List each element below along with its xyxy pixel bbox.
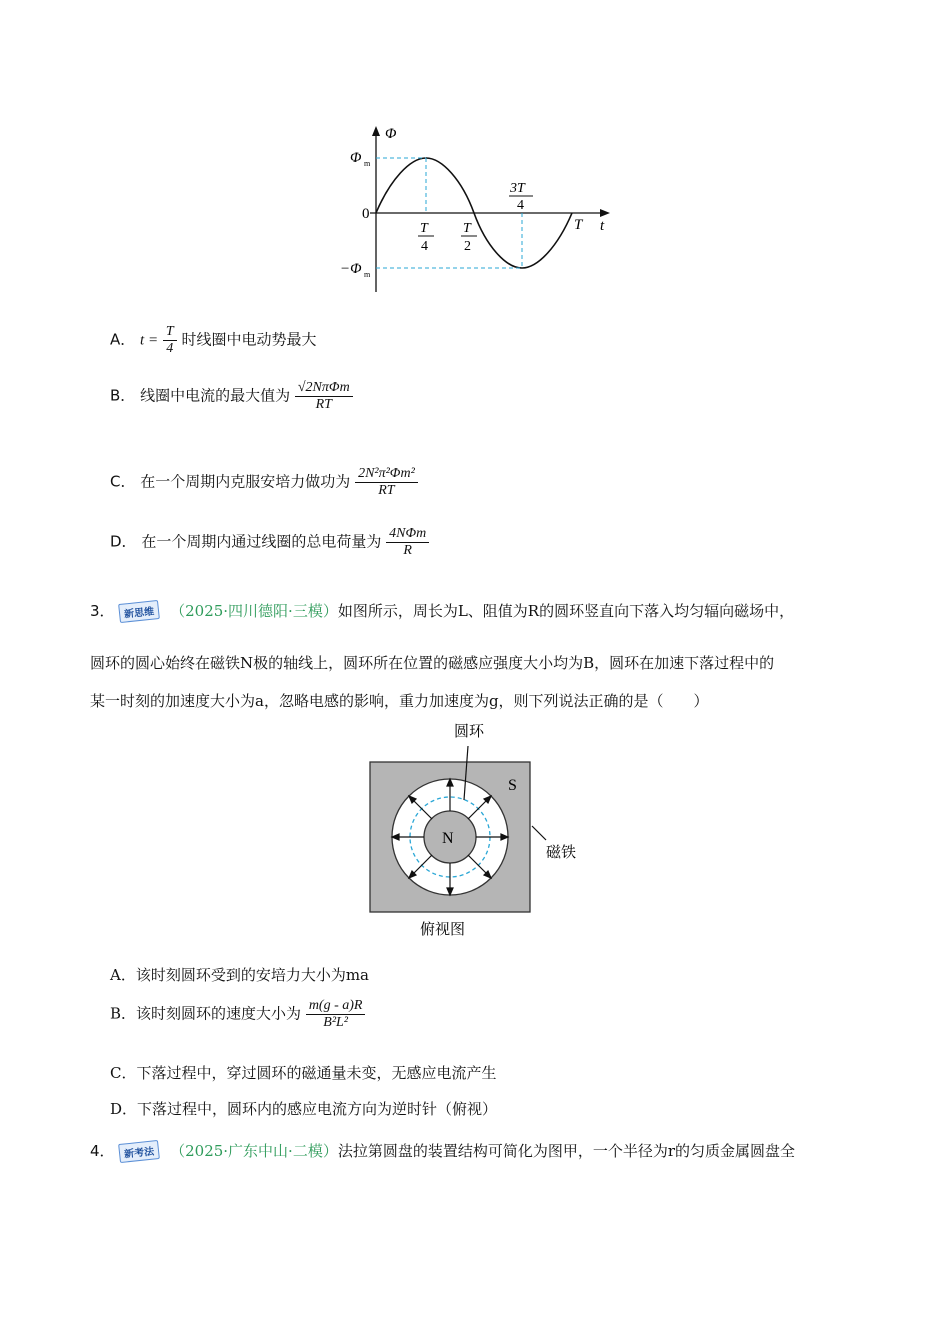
option-a-text: 时线圈中电动势最大 bbox=[181, 330, 317, 349]
option-label: C． bbox=[110, 472, 136, 491]
option-d-fraction: $\frac{\text{4NΦm}}{R}$ bbox=[386, 526, 429, 559]
north-label: N bbox=[442, 830, 454, 847]
south-label: S bbox=[508, 777, 517, 794]
q3-line2: 圆环的圆心始终在磁铁N极的轴线上，圆环所在位置的磁感应强度大小均为B，圆环在加速下落过程中的 bbox=[90, 654, 775, 672]
option-c-fraction: $\frac{\text{2N²π²Φm²}}{RT}$ bbox=[355, 466, 418, 499]
tick-T: T bbox=[574, 217, 583, 233]
tick-t4-num: T bbox=[420, 221, 428, 236]
option-b-fraction: $\frac{\text{√2NπΦm}}{RT}$ bbox=[295, 380, 353, 413]
neg-phi-label: −Φ bbox=[340, 261, 362, 277]
option-label: A． bbox=[110, 330, 136, 349]
tick-t4-den: 4 bbox=[421, 239, 428, 254]
q3-option-b[interactable] bbox=[110, 998, 365, 1031]
option-label: D． bbox=[110, 532, 137, 551]
flux-time-graph bbox=[330, 120, 630, 300]
y-axis-label: Φ bbox=[385, 126, 397, 142]
q2-option-d[interactable] bbox=[110, 526, 429, 559]
question-number: 4． bbox=[90, 1142, 115, 1160]
option-d-text: 在一个周期内通过线圈的总电荷量为 bbox=[141, 532, 382, 551]
q3-line3: 某一时刻的加速度大小为a，忽略电感的影响，重力加速度为g，则下列说法正确的是（ ） bbox=[90, 692, 709, 710]
q3-option-c[interactable]: C．下落过程中，穿过圆环的磁通量未变，无感应电流产生 bbox=[110, 1064, 497, 1082]
tick-3t4-num: 3T bbox=[510, 181, 525, 196]
neg-phi-sub: m bbox=[364, 270, 371, 279]
question-source: （2025·广东中山·二模） bbox=[170, 1142, 338, 1160]
tick-3t4-den: 4 bbox=[517, 198, 524, 213]
phi-max-label: Φ bbox=[350, 150, 362, 166]
magnet-ring-figure bbox=[360, 716, 600, 942]
q4-line1: 法拉第圆盘的装置结构可简化为图甲，一个半径为r的匀质金属圆盘全 bbox=[337, 1142, 796, 1160]
q3-line1: 如图所示，周长为L、阻值为R的圆环竖直向下落入均匀辐向磁场中， bbox=[337, 602, 795, 620]
q3-header bbox=[90, 600, 794, 621]
q2-option-a[interactable] bbox=[110, 324, 316, 357]
option-a-pre: t = bbox=[140, 332, 159, 349]
question-number: 3． bbox=[90, 602, 115, 620]
question-source: （2025·四川德阳·三模） bbox=[170, 602, 338, 620]
new-method-badge: 新考法 bbox=[118, 1140, 160, 1163]
tick-t2-den: 2 bbox=[464, 239, 471, 254]
new-thinking-badge: 新思维 bbox=[118, 600, 160, 623]
top-view-caption: 俯视图 bbox=[420, 920, 466, 938]
option-a-fraction: $\frac{T}{4}$ bbox=[163, 324, 177, 357]
phi-max-sub: m bbox=[364, 159, 371, 168]
q3-option-a[interactable]: A．该时刻圆环受到的安培力大小为ma bbox=[110, 966, 370, 984]
x-axis-label: t bbox=[600, 218, 605, 234]
q2-option-b[interactable] bbox=[110, 380, 353, 413]
option-c-text: 在一个周期内克服安培力做功为 bbox=[140, 472, 351, 491]
q4-header bbox=[90, 1140, 795, 1161]
ring-label: 圆环 bbox=[454, 722, 485, 740]
magnet-label: 磁铁 bbox=[546, 843, 577, 861]
option-label: B． bbox=[110, 386, 136, 405]
option-b-text: 线圈中电流的最大值为 bbox=[140, 386, 291, 405]
tick-t2-num: T bbox=[463, 221, 471, 236]
q3-option-d[interactable]: D．下落过程中，圆环内的感应电流方向为逆时针（俯视） bbox=[110, 1100, 498, 1118]
origin-label: 0 bbox=[362, 206, 370, 222]
option-b-fraction: $\frac{m(g - a)R}{\text{B²L²}}$ bbox=[306, 998, 366, 1031]
option-b-text: B．该时刻圆环的速度大小为 bbox=[110, 1004, 302, 1023]
q2-option-c[interactable] bbox=[110, 466, 418, 499]
